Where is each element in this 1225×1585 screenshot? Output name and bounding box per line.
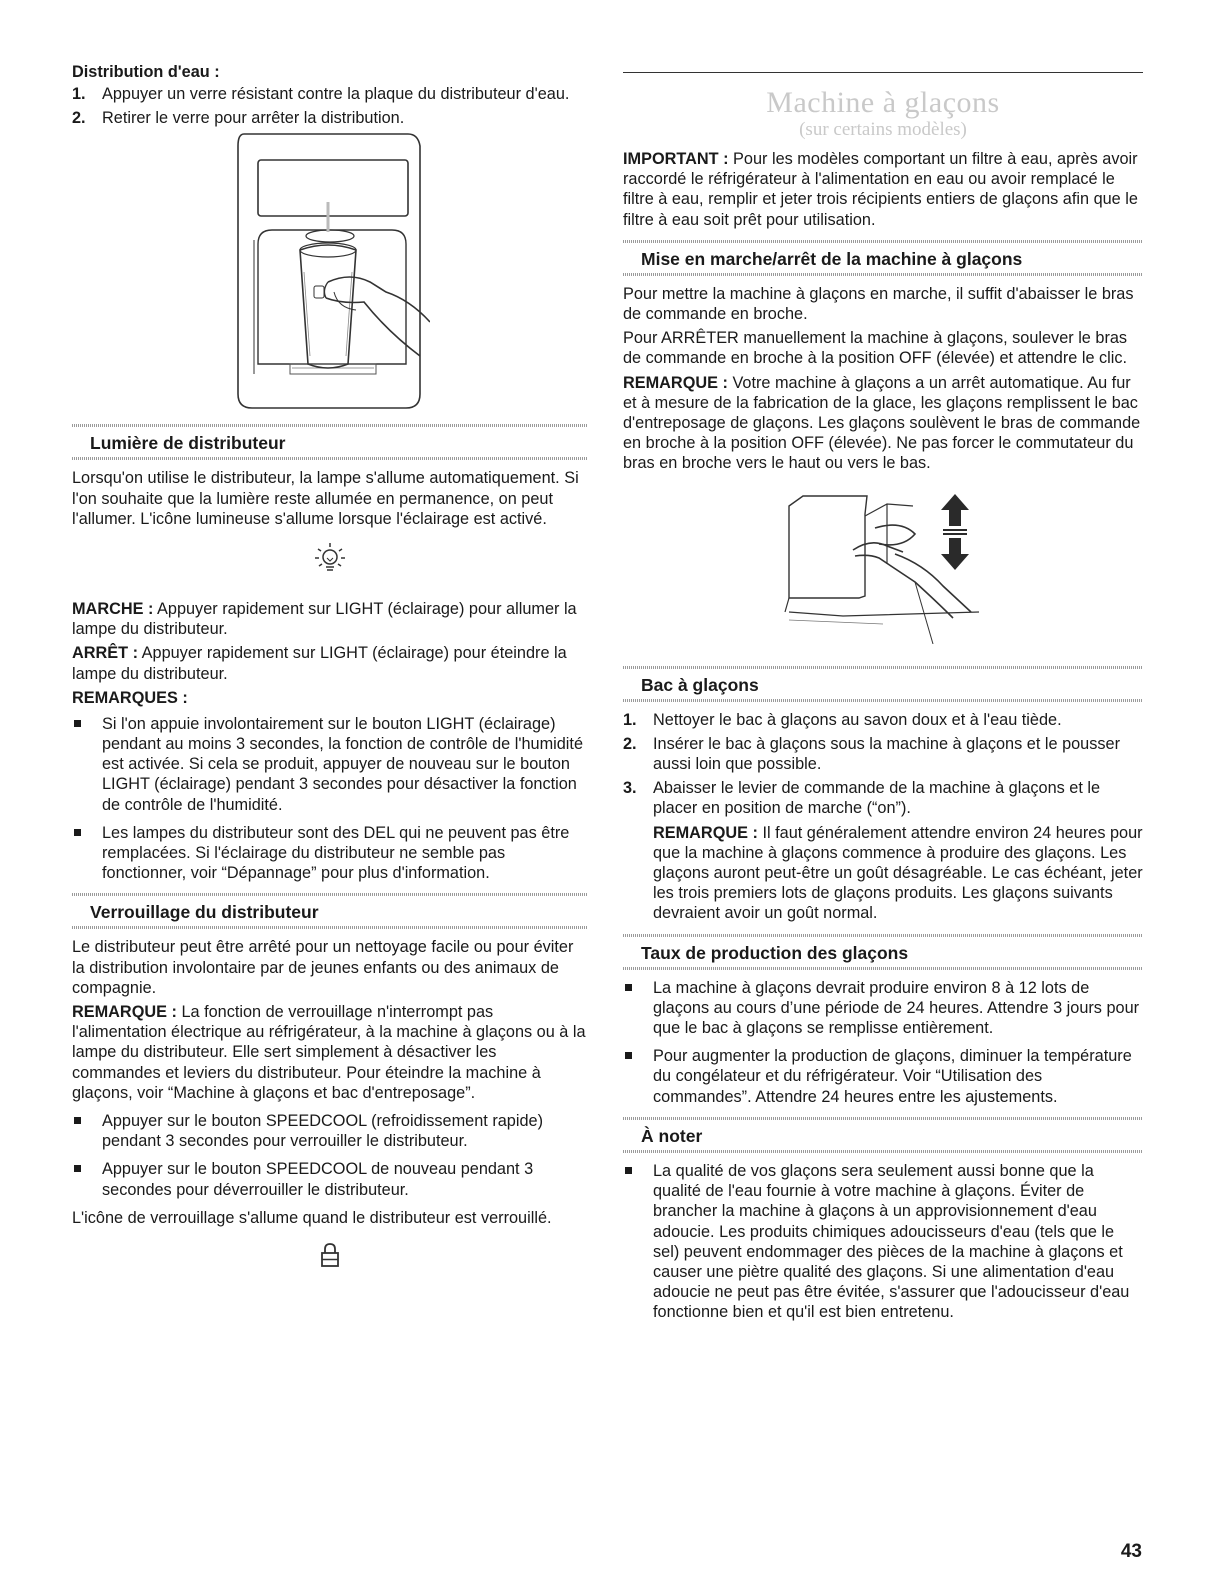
list-item: 3. Abaisser le levier de commande de la machine à glaçons et le placer en position de marche (“on”).: [623, 779, 1101, 818]
list-item: 1. Nettoyer le bac à glaçons au savon doux et à l'eau tiède.: [623, 710, 1062, 729]
lock-outro: L'icône de verrouillage s'allume quand le distributeur est verrouillé.: [72, 1208, 552, 1227]
section-header-lock: Verrouillage du distributeur: [72, 893, 587, 929]
section-header-on-off: Mise en marche/arrêt de la machine à glaçons: [623, 240, 1143, 276]
icemaker-arm-illustration: [783, 494, 983, 644]
lock-list: [72, 1111, 587, 1200]
list-item: La qualité de vos glaçons sera seulement aussi bonne que la qualité de l'eau fournie à votre machine à glaçons. Éviter de brancher la machine à glaçons à un approvisionnement d'eau adoucie. Les produits chimiques adoucisseurs d'eau (tels que le sel) peuvent endommager des pièces de la machine à glaçons et causer une piètre qualité des glaçons. Si une alimentation d'eau adoucie ne peut pas être évitée, s'assurer que l'adoucisseur d'eau fonctionne bien et qu'il est bien entretenu.: [623, 1161, 1143, 1323]
dispense-water-steps: [72, 84, 587, 128]
section-header-bin: Bac à glaçons: [623, 666, 1143, 702]
remarks-heading: REMARQUES :: [72, 688, 188, 707]
list-item: Appuyer sur le bouton SPEEDCOOL de nouveau pendant 3 secondes pour déverrouiller le distributeur.: [72, 1159, 587, 1199]
on-off-p2: Pour ARRÊTER manuellement la machine à glaçons, soulever le bras de commande en broche à la position OFF (élevée) et attendre le clic.: [623, 329, 1128, 368]
light-off-paragraph: ARRÊT : Appuyer rapidement sur LIGHT (éclairage) pour éteindre la lampe du distributeur.: [72, 644, 567, 683]
on-off-note: REMARQUE : Votre machine à glaçons a un arrêt automatique. Au fur et à mesure de la fabrication de la glace, les glaçons remplissent le bac d'entreposage de glaçons. Les glaçons soulèvent le bras de commande en broche à la position OFF (élevée). Ne pas forcer le commutateur du bras en broche vers le haut ou vers le bas.: [623, 373, 1141, 473]
rate-list: [623, 978, 1143, 1107]
list-item: Appuyer sur le bouton SPEEDCOOL (refroidissement rapide) pendant 3 secondes pour verrouiller le distributeur.: [72, 1111, 587, 1151]
list-item: 2. Insérer le bac à glaçons sous la machine à glaçons et le pousser aussi loin que possible.: [623, 734, 1120, 774]
light-on-paragraph: MARCHE : Appuyer rapidement sur LIGHT (éclairage) pour allumer la lampe du distributeur.: [72, 600, 577, 639]
page-number: 43: [1120, 1541, 1142, 1562]
water-dispenser-illustration: [230, 132, 430, 414]
list-item: 1. Appuyer un verre résistant contre la plaque du distributeur d'eau.: [72, 85, 570, 103]
section-header-light: Lumière de distributeur: [72, 424, 587, 460]
list-item: Si l'on appuie involontairement sur le bouton LIGHT (éclairage) pendant au moins 3 secondes, la fonction de contrôle de l'humidité est activée. Si cela se produit, appuyer de nouveau sur le bouton LIGHT (éclairage) pendant 3 secondes pour désactiver la fonction de contrôle de l'humidité.: [72, 714, 587, 815]
dispense-water-heading: Distribution d'eau :: [72, 63, 220, 81]
page-subtitle: (sur certains modèles): [799, 119, 967, 140]
section-header-rate: Taux de production des glaçons: [623, 934, 1143, 970]
list-item: Les lampes du distributeur sont des DEL qui ne peuvent pas être remplacées. Si l'éclairage du distributeur ne semble pas fonctionner, voir “Dépannage” pour plus d'information.: [72, 823, 587, 884]
list-item: Pour augmenter la production de glaçons, diminuer la température du congélateur et du réfrigérateur. Voir “Utilisation des commandes”. Attendre 24 heures entre les ajustements.: [623, 1046, 1143, 1107]
right-column: [623, 72, 1143, 1331]
dispense-water-section: [72, 62, 587, 128]
light-remarks-list: [72, 714, 587, 884]
list-item: La machine à glaçons devrait produire environ 8 à 12 lots de glaçons au cours d’une période de 24 heures. Attendre 3 jours pour que le bac à glaçons se remplisse entièrement.: [623, 978, 1143, 1039]
remember-list: [623, 1161, 1143, 1323]
light-intro: Lorsqu'on utilise le distributeur, la lampe s'allume automatiquement. Si l'on souhaite que la lumière reste allumée en permanence, on peut l'allumer. L'icône lumineuse s'allume lorsque l'éclairage est activé.: [72, 469, 579, 528]
lock-intro: Le distributeur peut être arrêté pour un nettoyage facile ou pour éviter la distribution involontaire par de jeunes enfants ou des animaux de compagnie.: [72, 938, 574, 997]
light-bulb-icon: [310, 541, 350, 585]
page-title: Machine à glaçons: [766, 86, 1000, 119]
padlock-icon: [319, 1242, 341, 1268]
on-off-p1: Pour mettre la machine à glaçons en marche, il suffit d'abaisser le bras de commande en broche.: [623, 284, 1134, 324]
bin-note: REMARQUE : Il faut généralement attendre environ 24 heures pour que la machine à glaçons commence à produire des glaçons. Les glaçons auront peut-être un goût désagréable. Le cas échéant, jeter les trois premiers lots de glaçons produits. Les glaçons suivants devraient avoir un goût normal.: [653, 823, 1143, 923]
important-note: IMPORTANT : Pour les modèles comportant un filtre à eau, après avoir raccordé le réfrigérateur à l'alimentation en eau ou avoir remplacé le filtre à eau, remplir et jeter trois récipients entiers de glaçons afin que le filtre à eau soit prêt pour utilisation.: [623, 150, 1138, 229]
bin-steps: [623, 710, 1143, 819]
left-column: [72, 62, 587, 1268]
section-header-remember: À noter: [623, 1117, 1143, 1153]
lock-note: REMARQUE : La fonction de verrouillage n'interrompt pas l'alimentation électrique au réfrigérateur, à la machine à glaçons ou à la lampe du distributeur. Elle sert simplement à désactiver les commandes et leviers du distributeur. Pour éteindre la machine à glaçons, voir “Machine à glaçons et bac d'entreposage”.: [72, 1003, 586, 1102]
list-item: 2. Retirer le verre pour arrêter la distribution.: [72, 109, 405, 128]
title-divider: [623, 72, 1143, 73]
